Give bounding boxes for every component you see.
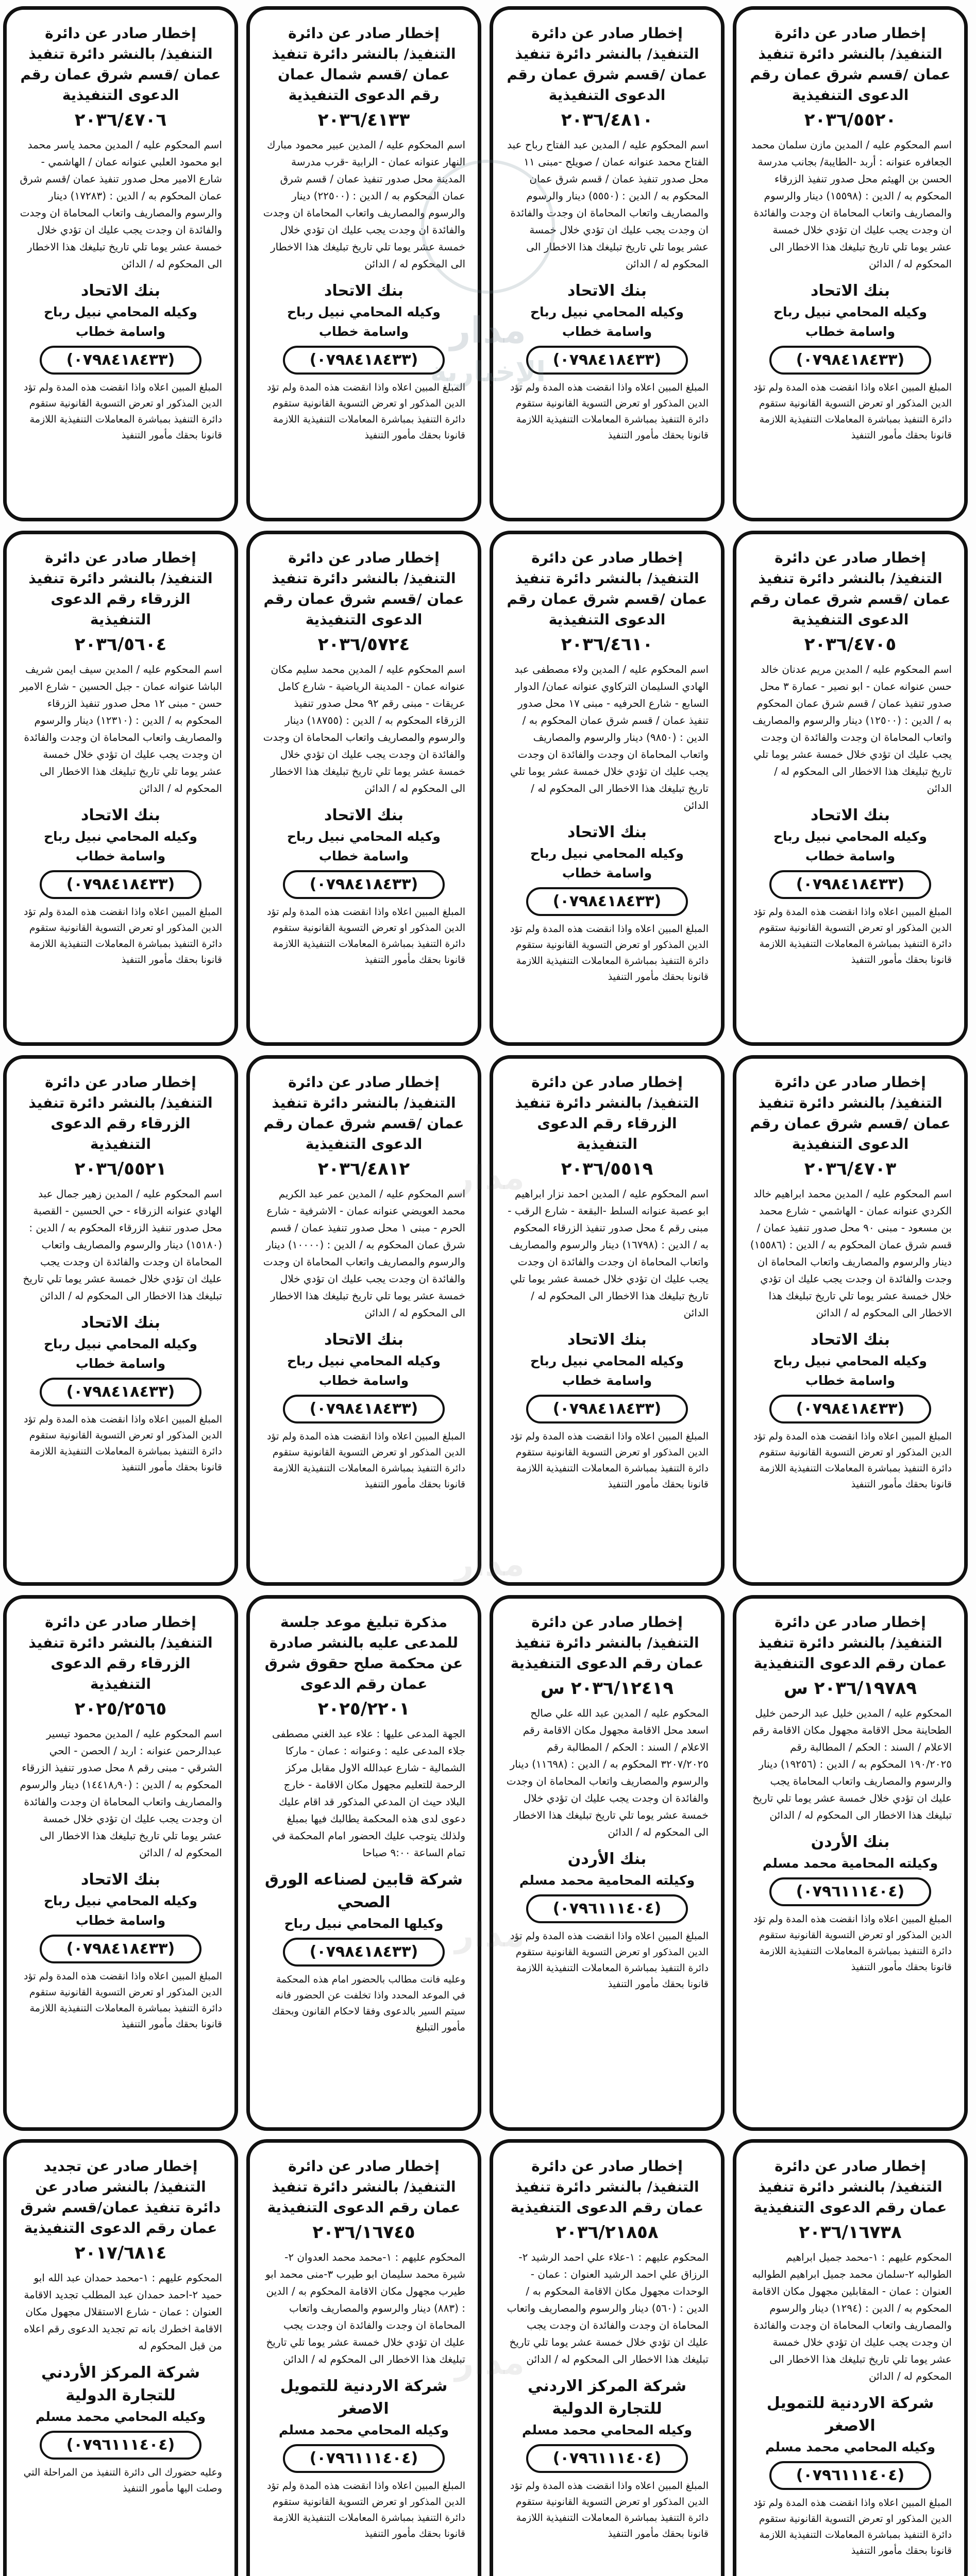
notice-body: المحكوم عليه / المدين عبد الله علي صالح اسعد محل الاقامة مجهول مكان الاقامة رقم الاعلام / السند : الحكم / المطالبة رقم ٣٢٠٧/٢٠٢٥ المحكوم به / الدين : (١١٦٩٨) دينار والرسوم والمصاريف واتعاب المحاماة ان وجدت والفائدة ان وجدت يجب عليك ان تؤدي خلال خمسة عشر يوما تلي تاريخ تبليغك هذا الاخطار الى المحكوم له / الدائن [506, 1707, 709, 1838]
notice-title: مذكرة تبليغ موعد جلسة للمدعى عليه بالنشر صادرة عن محكمة صلح حقوق شرق عمان رقم الدعوى [264, 1614, 463, 1692]
notice-body: اسم المحكوم عليه / المدين احمد نزار ابراهيم ابو عصبة عنوانه السلط -البقعة - شارع الرقب - مبنى رقم ٤ محل صدور تنفيذ الزرقاء المحكوم به / الدين : (١٦٧٩٨) دينار والرسوم والمصاريف واتعاب المحاماة ان وجدت والفائدة ان وجدت يجب عليك ان تؤدي خلال خمسة عشر يوما تلي تاريخ تبليغك هذا الاخطار الى المحكوم له / الدائن [508, 1188, 709, 1319]
watermark-subtitle: الإخبارية [430, 355, 546, 388]
lawyer-phone: (٠٧٩٦١١١٤٠٤) [769, 2461, 931, 2490]
lawyer-name: وكيلته المحامية محمد مسلم [762, 1856, 938, 1871]
lawyer-phone: (٠٧٩٦١١١٤٠٤) [526, 2444, 688, 2473]
lawyer-phone: (٠٧٩٨٤١٨٤٣٣) [526, 887, 688, 916]
creditor-name: شركة المركز الاردني للتجارة الدولية [527, 2377, 687, 2418]
notice-footer: وعليه حضورك الى دائرة التنفيذ من المراحلة التي وصلت اليها مأمور التنفيذ [23, 2467, 222, 2494]
notice-body: اسم المحكوم عليه / المدين محمد ابراهيم خالد الكردي عنوانه عمان - الهاشمي - شارع محمد بن مسعود - مبنى ٩٠ محل صدور تنفيذ عمان / قسم شرق عمان المحكوم به / الدين : (١٥٥٨٦) دينار والرسوم والمصاريف واتعاب المحاماة ان وجدت والفائدة ان وجدت يجب عليك ان تؤدي خلال خمسة عشر يوما تلي تاريخ تبليغك هذا الاخطار الى المحكوم له / الدائن [750, 1188, 952, 1319]
creditor-name: شركة الاردنية للتمويل الاصغر [280, 2377, 448, 2418]
notice-body: اسم المحكوم عليه / المدين عمر عبد الكريم محمد العويضي عنوانه عمان - الاشرفية - شارع الحرم - مبنى ١ محل صدور تنفيذ عمان / قسم شرق عمان المحكوم به / الدين : (١٠٠٠٠) دينار والرسوم والمصاريف واتعاب المحاماة ان وجدت والفائدة ان وجدت يجب عليك ان تؤدي خلال خمسة عشر يوما تلي تاريخ تبليغك هذا الاخطار الى المحكوم له / الدائن [263, 1188, 465, 1319]
creditor-name: بنك الاتحاد [324, 282, 404, 300]
notice-card [733, 531, 968, 1046]
notice-card [490, 2139, 725, 2576]
notice-card [246, 1055, 481, 1586]
lawyer-name: وكيله المحامي نبيل رباح واسامة خطاب [287, 304, 441, 339]
notice-body: اسم المحكوم عليه / المدين مازن سلمان محمد الجعافره عنوانه : أربد -الطايبة/ بجانب مدرسة الحسن بن الهيثم محل صدور تنفيذ الزرقاء المحكوم به / الدين : (١٥٥٩٨) دينار والرسوم والمصاريف واتعاب المحاماة ان وجدت والفائدة ان وجدت يجب عليك ان تؤدي خلال خمسة عشر يوما تلي تاريخ تبليغك هذا الاخطار الى المحكوم له / الدائن [751, 139, 952, 270]
lawyer-phone: (٠٧٩٦١١١٤٠٤) [769, 1877, 931, 1906]
notice-footer: المبلغ المبين اعلاه واذا انقضت هذه المدة ولم تؤد الدين المذكور او تعرض التسوية القانونية ستقوم دائرة التنفيذ بمباشرة المعاملات التنفيذية اللازمة قانونا بحقك مأمور التنفيذ [266, 382, 465, 441]
notice-body: الجهة المدعى عليها : علاء عبد الغني مصطفى جلاء المدعى عليه : وعنوانه : عمان - ماركا الشمالية - شارع عبدالله الاول مقابل مركز الرحمة للتعليم مجهول مكان الاقامة - خارج البلاد حيث ان المدعي المذكور قد اقام عليك دعوى لدى هذه المحكمة يطالبك فيها بمبلغ ولذلك يتوجب عليك الحضور امام المحكمة في تمام الساعة ٩:٠٠ صباحا [272, 1727, 465, 1859]
case-number: ٢٠٣٦/٥٦٠٤ [74, 634, 167, 655]
case-number: ٢٠٣٦/٤٧٠٦ [74, 110, 167, 130]
notice-card [246, 2139, 481, 2576]
notice-card [3, 6, 238, 521]
column-2 [490, 0, 725, 2576]
watermark-name: مدار [449, 309, 527, 351]
lawyer-name: وكيله المحامي نبيل رباح واسامة خطاب [287, 1353, 441, 1388]
case-number: ٢٠٣٦/٤١٣٣ [317, 110, 410, 130]
notice-title: إخطار صادر عن دائرة التنفيذ/ بالنشر دائرة تنفيذ عمان /قسم شرق عمان رقم الدعوى التنفيذية [263, 549, 464, 628]
notice-title: إخطار صادر عن دائرة التنفيذ/ بالنشر دائرة تنفيذ عمان /قسم شرق عمان رقم الدعوى التنفيذية [263, 1074, 464, 1153]
creditor-name: بنك الاتحاد [567, 282, 647, 300]
lawyer-name: وكيله المحامي نبيل رباح واسامة خطاب [44, 1336, 197, 1371]
notice-footer: المبلغ المبين اعلاه واذا انقضت هذه المدة ولم تؤد الدين المذكور او تعرض التسوية القانونية ستقوم دائرة التنفيذ بمباشرة المعاملات التنفيذية اللازمة قانونا بحقك مأمور التنفيذ [753, 1913, 952, 1973]
notice-card [3, 531, 238, 1046]
notice-title: إخطار صادر عن دائرة التنفيذ/ بالنشر دائرة تنفيذ عمان /قسم شرق عمان رقم الدعوى التنفيذية [507, 25, 708, 104]
notice-footer: المبلغ المبين اعلاه واذا انقضت هذه المدة ولم تؤد الدين المذكور او تعرض التسوية القانونية ستقوم دائرة التنفيذ بمباشرة المعاملات التنفيذية اللازمة قانونا بحقك مأمور التنفيذ [510, 2480, 709, 2539]
notice-footer: المبلغ المبين اعلاه واذا انقضت هذه المدة ولم تؤد الدين المذكور او تعرض التسوية القانونية ستقوم دائرة التنفيذ بمباشرة المعاملات التنفيذية اللازمة قانونا بحقك مأمور التنفيذ [510, 382, 709, 441]
notice-card [490, 1595, 725, 2131]
notice-card [3, 1595, 238, 2131]
notice-body: المحكوم عليهم : ١-محمد محمد العدوان ٢-شيرة محمد سليمان ابو طيرب ٣-منى محمد ابو طيرب مجهول مكان الاقامة المحكوم به / الدين : (٨٨٣) دينار والرسوم والمصاريف واتعاب المحاماة ان وجدت والفائدة ان وجدت يجب عليك ان تؤدي خلال خمسة عشر يوما تلي تاريخ تبليغك هذا الاخطار الى المحكوم له / الدائن [265, 2251, 465, 2365]
column-1 [733, 0, 968, 2576]
case-number: ٢٠٢٥/٢٥٦٥ [74, 1699, 167, 1719]
lawyer-phone: (٠٧٩٦١١١٤٠٤) [526, 1894, 688, 1923]
notice-title: إخطار صادر عن دائرة التنفيذ/ بالنشر دائرة تنفيذ عمان /قسم شرق عمان رقم الدعوى التنفيذية [20, 25, 221, 104]
notice-title: إخطار صادر عن دائرة التنفيذ/ بالنشر دائرة تنفيذ عمان رقم الدعوى التنفيذية [753, 2158, 947, 2216]
case-number: ٢٠٣٦/٤٨١٠ [561, 110, 653, 130]
notice-body: اسم المحكوم عليه / المدين محمود تيسير عبدالرحمن عنوانه : اربد / الحصن - الحي الشرقي - مبنى رقم ٨ محل صدور تنفيذ الزرقاء المحكوم به / الدين : (١٤٤١٨٫٩٠) دينار والرسوم والمصاريف واتعاب المحاماة ان وجدت والفائدة ان وجدت يجب عليك ان تؤدي خلال خمسة عشر يوما تلي تاريخ تبليغك هذا الاخطار الى المحكوم له / الدائن [20, 1727, 222, 1859]
notice-title: إخطار صادر عن دائرة التنفيذ/ بالنشر دائرة تنفيذ الزرقاء رقم الدعوى التنفيذية [28, 1074, 213, 1153]
creditor-name: بنك الاتحاد [80, 1871, 161, 1889]
notice-footer: المبلغ المبين اعلاه واذا انقضت هذه المدة ولم تؤد الدين المذكور او تعرض التسوية القانونية ستقوم دائرة التنفيذ بمباشرة المعاملات التنفيذية اللازمة قانونا بحقك مأمور التنفيذ [266, 1431, 465, 1490]
creditor-name: بنك الاتحاد [80, 1314, 161, 1332]
notice-card [733, 6, 968, 521]
lawyer-name: وكيله المحامي نبيل رباح واسامة خطاب [44, 304, 197, 339]
lawyer-name: وكيله المحامي محمد مسلم [765, 2439, 936, 2454]
lawyer-name: وكيلها المحامي نبيل رباح [284, 1916, 444, 1931]
notice-title: إخطار صادر عن دائرة التنفيذ/ بالنشر دائرة تنفيذ عمان /قسم شرق عمان رقم الدعوى التنفيذية [750, 549, 951, 628]
lawyer-name: وكيله المحامي نبيل رباح واسامة خطاب [773, 304, 927, 339]
notice-footer: المبلغ المبين اعلاه واذا انقضت هذه المدة ولم تؤد الدين المذكور او تعرض التسوية القانونية ستقوم دائرة التنفيذ بمباشرة المعاملات التنفيذية اللازمة قانونا بحقك مأمور التنفيذ [753, 1431, 952, 1490]
lawyer-phone: (٠٧٩٨٤١٨٤٣٣) [526, 1395, 688, 1423]
notice-footer: المبلغ المبين اعلاه واذا انقضت هذه المدة ولم تؤد الدين المذكور او تعرض التسوية القانونية ستقوم دائرة التنفيذ بمباشرة المعاملات التنفيذية اللازمة قانونا بحقك مأمور التنفيذ [23, 1971, 222, 2030]
lawyer-phone: (٠٧٩٨٤١٨٤٣٣) [40, 870, 201, 899]
case-number: ٢٠٣٦/٤٦١٠ [561, 634, 653, 655]
notice-card [733, 1595, 968, 2131]
lawyer-name: وكيله المحامي نبيل رباح واسامة خطاب [44, 829, 197, 863]
notice-footer: المبلغ المبين اعلاه واذا انقضت هذه المدة ولم تؤد الدين المذكور او تعرض التسوية القانونية ستقوم دائرة التنفيذ بمباشرة المعاملات التنفيذية اللازمة قانونا بحقك مأمور التنفيذ [266, 2480, 465, 2539]
notice-body: اسم المحكوم عليه / المدين محمد ياسر محمد ابو محمود العلبي عنوانه عمان / الهاشمي - شارع الامير محل صدور تنفيذ عمان /قسم شرق عمان المحكوم به / الدين : (١٧٢٨٣) دينار والرسوم والمصاريف واتعاب المحاماة ان وجدت والفائدة ان وجدت يجب عليك ان تؤدي خلال خمسة عشر يوما تلي تاريخ تبليغك هذا الاخطار الى المحكوم له / الدائن [20, 139, 222, 270]
creditor-name: بنك الاتحاد [324, 806, 404, 824]
lawyer-phone: (٠٧٩٨٤١٨٤٣٣) [769, 870, 931, 899]
notice-card [246, 6, 481, 521]
creditor-name: شركة الاردنية للتمويل الاصغر [766, 2394, 934, 2435]
creditor-name: بنك الاتحاد [567, 823, 647, 841]
lawyer-phone: (٠٧٩٨٤١٨٤٣٣) [769, 346, 931, 375]
notice-footer: المبلغ المبين اعلاه واذا انقضت هذه المدة ولم تؤد الدين المذكور او تعرض التسوية القانونية ستقوم دائرة التنفيذ بمباشرة المعاملات التنفيذية اللازمة قانونا بحقك مأمور التنفيذ [23, 382, 222, 441]
lawyer-phone: (٠٧٩٨٤١٨٤٣٣) [283, 870, 445, 899]
notice-title: إخطار صادر عن دائرة التنفيذ/ بالنشر دائرة تنفيذ عمان رقم الدعوى التنفيذية [510, 2158, 704, 2216]
notice-body: المحكوم عليهم : ١-محمد جميل ابراهيم الطوالبه ٢-سلمان محمد جميل ابراهيم الطوالبه العنوان : عمان - المقابلين مجهول مكان الاقامة المحكوم به / الدين : (١٢٩٤) دينار والرسوم والمصاريف واتعاب المحاماة ان وجدت والفائدة ان وجدت يجب عليك ان تؤدي خلال خمسة عشر يوما تلي تاريخ تبليغك هذا الاخطار الى المحكوم له / الدائن [752, 2251, 952, 2382]
column-3 [246, 0, 481, 2576]
column-4 [3, 0, 238, 2576]
notice-footer: المبلغ المبين اعلاه واذا انقضت هذه المدة ولم تؤد الدين المذكور او تعرض التسوية القانونية ستقوم دائرة التنفيذ بمباشرة المعاملات التنفيذية اللازمة قانونا بحقك مأمور التنفيذ [753, 906, 952, 965]
notice-footer: المبلغ المبين اعلاه واذا انقضت هذه المدة ولم تؤد الدين المذكور او تعرض التسوية القانونية ستقوم دائرة التنفيذ بمباشرة المعاملات التنفيذية اللازمة قانونا بحقك مأمور التنفيذ [23, 906, 222, 965]
notice-card [490, 531, 725, 1046]
case-number: ٢٠٣٦/١٦٧٤٥ [312, 2222, 415, 2243]
lawyer-name: وكيله المحامي محمد مسلم [35, 2409, 206, 2424]
creditor-name: بنك الاتحاد [810, 806, 890, 824]
lawyer-name: وكيله المحامي نبيل رباح واسامة خطاب [773, 1353, 927, 1388]
notice-card [3, 2139, 238, 2576]
notice-footer: وعليه فانت مطالب بالحضور امام هذه المحكمة في الموعد المحدد واذا تخلفت عن الحضور فانه سيتم السير بالدعوى وفقا لاحكام القانون وبحقك مأمور التبليغ [272, 1974, 465, 2033]
notice-body: اسم المحكوم عليه / المدين ولاء مصطفى عبد الهادي السليمان التركاوي عنوانه عمان/ الدوار السابع - شارع الحرفيه - مبنى ١٧ محل صدور تنفيذ عمان / قسم شرق عمان المحكوم به / الدين : (٩٨٥٠) دينار والرسوم والمصاريف واتعاب المحاماة ان وجدت والفائدة ان وجدت يجب عليك ان تؤدي خلال خمسة عشر يوما تلي تاريخ تبليغك هذا الاخطار الى المحكوم له / الدائن [510, 663, 709, 811]
case-number: ٢٠٣٦/٤٧٠٥ [804, 634, 897, 655]
case-number: ٢٠٣٦/٥٥١٩ [561, 1159, 653, 1179]
lawyer-phone: (٠٧٩٨٤١٨٤٣٣) [40, 346, 201, 375]
notice-card [490, 1055, 725, 1586]
notice-body: اسم المحكوم عليه / المدين محمد سليم مكان عنوانه عمان - المدينة الرياضية - شارع كامل عريقات - مبنى رقم ٩٢ محل صدور تنفيذ الزرقاء المحكوم به / الدين : (١٨٧٥٥) دينار والرسوم والمصاريف واتعاب المحاماة ان وجدت والفائدة ان وجدت يجب عليك ان تؤدي خلال خمسة عشر يوما تلي تاريخ تبليغك هذا الاخطار الى المحكوم له / الدائن [263, 663, 465, 794]
notice-footer: المبلغ المبين اعلاه واذا انقضت هذه المدة ولم تؤد الدين المذكور او تعرض التسوية القانونية ستقوم دائرة التنفيذ بمباشرة المعاملات التنفيذية اللازمة قانونا بحقك مأمور التنفيذ [753, 382, 952, 441]
notice-title: إخطار صادر عن تجديد التنفيذ/ بالنشر صادر عن دائرة تنفيذ عمان/قسم شرق عمان رقم الدعوى التنفيذية [20, 2158, 221, 2236]
case-number: ٢٠٣٦/٥٧٢٤ [317, 634, 410, 655]
creditor-name: بنك الاتحاد [810, 1331, 890, 1349]
creditor-name: بنك الاتحاد [80, 806, 161, 824]
case-number: ٢٠٣٦/٥٥٢١ [74, 1159, 167, 1179]
lawyer-phone: (٠٧٩٨٤١٨٤٣٣) [769, 1395, 931, 1423]
lawyer-phone: (٠٧٩٨٤١٨٤٣٣) [283, 346, 445, 375]
case-number: ٢٠١٧/٦٨١٤ [74, 2243, 167, 2263]
notice-footer: المبلغ المبين اعلاه واذا انقضت هذه المدة ولم تؤد الدين المذكور او تعرض التسوية القانونية ستقوم دائرة التنفيذ بمباشرة المعاملات التنفيذية اللازمة قانونا بحقك مأمور التنفيذ [510, 1431, 709, 1490]
notice-card [733, 2139, 968, 2576]
notice-body: المحكوم عليه / المدين خليل عبد الرحمن خليل الطحاينة محل الاقامة مجهول مكان الاقامة رقم الاعلام / السند : الحكم / المطالبة رقم ١٩٠/٢٠٢٥ المحكوم به / الدين : (١٩٢٥٦) دينار والرسوم والمصاريف واتعاب المحاماة يجب عليك ان تؤدي خلال خمسة عشر يوما تلي تاريخ تبليغك هذا الاخطار الى المحكوم له / الدائن [752, 1707, 952, 1821]
notice-title: إخطار صادر عن دائرة التنفيذ/ بالنشر دائرة تنفيذ عمان رقم الدعوى التنفيذية [753, 1614, 947, 1672]
notice-body: المحكوم عليهم : ١-محمد حمدان عبد الله ابو حميد ٢-احمد حمدان عبد المطلب تجديد الاقامة العنوان : عمان - شارع الاستقلال مجهول مكان الاقامة اخطرك بانه تم تجديد الدعوى رقم اعلاه من قبل المحكوم له [24, 2272, 222, 2352]
notice-title: إخطار صادر عن دائرة التنفيذ/ بالنشر دائرة تنفيذ الزرقاء رقم الدعوى التنفيذية [28, 1614, 213, 1692]
case-number: ٢٠٣٦/١٦٧٣٨ [799, 2222, 902, 2243]
notice-footer: المبلغ المبين اعلاه واذا انقضت هذه المدة ولم تؤد الدين المذكور او تعرض التسوية القانونية ستقوم دائرة التنفيذ بمباشرة المعاملات التنفيذية اللازمة قانونا بحقك مأمور التنفيذ [510, 1930, 709, 1990]
notice-body: اسم المحكوم عليه / المدين سيف ايمن شريف الباشا عنوانه عمان - جبل الحسين - شارع الامير حسن - مبنى ١٢ محل صدور تنفيذ الزرقاء المحكوم به / الدين : (١٢٣١٠) دينار والرسوم والمصاريف واتعاب المحاماة ان وجدت والفائدة ان وجدت يجب عليك ان تؤدي خلال خمسة عشر يوما تلي تاريخ تبليغك هذا الاخطار الى المحكوم له / الدائن [20, 663, 222, 794]
notice-title: إخطار صادر عن دائرة التنفيذ/ بالنشر دائرة تنفيذ عمان /قسم شرق عمان رقم الدعوى التنفيذية [750, 1074, 951, 1153]
notice-body: اسم المحكوم عليه / المدين زهير جمال عبد الهادي عنوانه الزرقاء - حي الحسين - القصبة محل صدور تنفيذ الزرقاء المحكوم به / الدين : (١٥١٨٠) دينار والرسوم والمصاريف واتعاب المحاماة ان وجدت والفائدة ان وجدت يجب عليك ان تؤدي خلال خمسة عشر يوما تلي تاريخ تبليغك هذا الاخطار الى المحكوم له / الدائن [23, 1188, 222, 1302]
lawyer-name: وكيله المحامي محمد مسلم [278, 2422, 449, 2437]
notice-footer: المبلغ المبين اعلاه واذا انقضت هذه المدة ولم تؤد الدين المذكور او تعرض التسوية القانونية ستقوم دائرة التنفيذ بمباشرة المعاملات التنفيذية اللازمة قانونا بحقك مأمور التنفيذ [23, 1414, 222, 1473]
notice-body: اسم المحكوم عليه / المدين عبير محمود مبارك النهار عنوانه عمان - الرابية -قرب مدرسة المدينة محل صدور تنفيذ عمان / قسم شرق عمان المحكوم به / الدين : (٢٢٥٠٠) دينار والرسوم والمصاريف واتعاب المحاماة ان وجدت والفائدة ان وجدت يجب عليك ان تؤدي خلال خمسة عشر يوما تلي تاريخ تبليغك هذا الاخطار الى المحكوم له / الدائن [263, 139, 465, 270]
lawyer-name: وكيله المحامي نبيل رباح واسامة خطاب [530, 1353, 684, 1388]
lawyer-name: وكيله المحامي نبيل رباح واسامة خطاب [287, 829, 441, 863]
notice-card [490, 6, 725, 521]
notice-title: إخطار صادر عن دائرة التنفيذ/ بالنشر دائرة تنفيذ عمان رقم الدعوى التنفيذية [267, 2158, 461, 2216]
creditor-name: بنك الاتحاد [567, 1331, 647, 1349]
lawyer-phone: (٠٧٩٨٤١٨٤٣٣) [40, 1378, 201, 1406]
notice-title: إخطار صادر عن دائرة التنفيذ/ بالنشر دائرة تنفيذ الزرقاء رقم الدعوى التنفيذية [515, 1074, 699, 1153]
case-number: ٢٠٣٦/٥٥٢٠ [804, 110, 897, 130]
notice-footer: المبلغ المبين اعلاه واذا انقضت هذه المدة ولم تؤد الدين المذكور او تعرض التسوية القانونية ستقوم دائرة التنفيذ بمباشرة المعاملات التنفيذية اللازمة قانونا بحقك مأمور التنفيذ [266, 906, 465, 965]
case-number: ٢٠٣٦/٢١٨٥٨ [556, 2222, 659, 2243]
notice-title: إخطار صادر عن دائرة التنفيذ/ بالنشر دائرة تنفيذ عمان /قسم شمال عمان رقم الدعوى التنفيذية [272, 25, 456, 104]
notice-card [3, 1055, 238, 1586]
case-number: ٢٠٣٦/١٩٧٨٩ س [784, 1678, 917, 1699]
notice-card [733, 1055, 968, 1586]
creditor-name: بنك الأردن [567, 1850, 647, 1868]
lawyer-name: وكيلته المحامية محمد مسلم [519, 1873, 695, 1888]
creditor-name: بنك الاتحاد [810, 282, 890, 300]
lawyer-phone: (٠٧٩٦١١١٤٠٤) [283, 2444, 445, 2473]
lawyer-phone: (٠٧٩٦١١١٤٠٤) [40, 2431, 201, 2460]
notice-footer: المبلغ المبين اعلاه واذا انقضت هذه المدة ولم تؤد الدين المذكور او تعرض التسوية القانونية ستقوم دائرة التنفيذ بمباشرة المعاملات التنفيذية اللازمة قانونا بحقك مأمور التنفيذ [510, 923, 709, 982]
creditor-name: شركة المركز الأردني للتجارة الدولية [41, 2364, 200, 2404]
lawyer-name: وكيله المحامي نبيل رباح واسامة خطاب [530, 846, 684, 880]
case-number: ٢٠٣٦/١٢٤١٩ س [541, 1678, 674, 1699]
case-number: ٢٠٢٥/٢٢٠١ [317, 1699, 410, 1719]
lawyer-phone: (٠٧٩٨٤١٨٤٣٣) [40, 1935, 201, 1963]
lawyer-phone: (٠٧٩٨٤١٨٤٣٣) [283, 1938, 445, 1967]
lawyer-phone: (٠٧٩٨٤١٨٤٣٣) [526, 346, 688, 375]
notice-card [246, 531, 481, 1046]
lawyer-name: وكيله المحامي نبيل رباح واسامة خطاب [530, 304, 684, 339]
notice-title: إخطار صادر عن دائرة التنفيذ/ بالنشر دائرة تنفيذ عمان /قسم شرق عمان رقم الدعوى التنفيذية [507, 549, 708, 628]
notice-title: إخطار صادر عن دائرة التنفيذ/ بالنشر دائرة تنفيذ عمان /قسم شرق عمان رقم الدعوى التنفيذية [750, 25, 951, 104]
notice-body: المحكوم عليهم : ١-علاء علي احمد الرشيد ٢-الرزاق علي احمد الرشيد العنوان : عمان - الوحدات مجهول مكان الاقامة المحكوم به / الدين : (٥٦٠) دينار والرسوم والمصاريف واتعاب المحاماة ان وجدت والفائدة ان وجدت يجب عليك ان تؤدي خلال خمسة عشر يوما تلي تاريخ تبليغك هذا الاخطار الى المحكوم له / الدائن [507, 2251, 709, 2365]
creditor-name: بنك الاتحاد [80, 282, 161, 300]
notice-footer: المبلغ المبين اعلاه واذا انقضت هذه المدة ولم تؤد الدين المذكور او تعرض التسوية القانونية ستقوم دائرة التنفيذ بمباشرة المعاملات التنفيذية اللازمة قانونا بحقك مأمور التنفيذ [753, 2497, 952, 2556]
creditor-name: شركة قابين لصناعه الورق الصحي [264, 1871, 463, 1911]
lawyer-name: وكيله المحامي محمد مسلم [521, 2422, 693, 2437]
lawyer-name: وكيله المحامي نبيل رباح واسامة خطاب [44, 1893, 197, 1928]
case-number: ٢٠٣٦/٤٨١٢ [317, 1159, 410, 1179]
creditor-name: بنك الأردن [811, 1833, 890, 1851]
notice-card [246, 1595, 481, 2131]
notice-title: إخطار صادر عن دائرة التنفيذ/ بالنشر دائرة تنفيذ عمان رقم الدعوى التنفيذية [510, 1614, 704, 1672]
lawyer-name: وكيله المحامي نبيل رباح واسامة خطاب [773, 829, 927, 863]
notice-body: اسم المحكوم عليه / المدين عبد الفتاح رباح عبد الفتاح محمد عنوانه عمان / صويلح -مبنى ١١ محل صدور تنفيذ عمان / قسم شرق عمان المحكوم به / الدين : (٥٥٥٠) دينار والرسوم والمصاريف واتعاب المحاماة ان وجدت والفائدة ان وجدت يجب عليك ان تؤدي خلال خمسة عشر يوما تلي تاريخ تبليغك هذا الاخطار الى المحكوم له / الدائن [507, 139, 709, 270]
case-number: ٢٠٣٦/٤٧٠٣ [804, 1159, 897, 1179]
notice-title: إخطار صادر عن دائرة التنفيذ/ بالنشر دائرة تنفيذ الزرقاء رقم الدعوى التنفيذية [28, 549, 213, 628]
lawyer-phone: (٠٧٩٨٤١٨٤٣٣) [283, 1395, 445, 1423]
notice-body: اسم المحكوم عليه / المدين مريم عدنان خالد حسن عنوانه عمان - ابو نصير - عمارة ٣ محل صدور تنفيذ عمان / قسم شرق عمان المحكوم به / الدين : (١٢٥٠٠) دينار والرسوم والمصاريف واتعاب المحاماة ان وجدت والفائدة ان وجدت يجب عليك ان تؤدي خلال خمسة عشر يوما تلي تاريخ تبليغك هذا الاخطار الى المحكوم له / الدائن [752, 663, 952, 794]
creditor-name: بنك الاتحاد [324, 1331, 404, 1349]
